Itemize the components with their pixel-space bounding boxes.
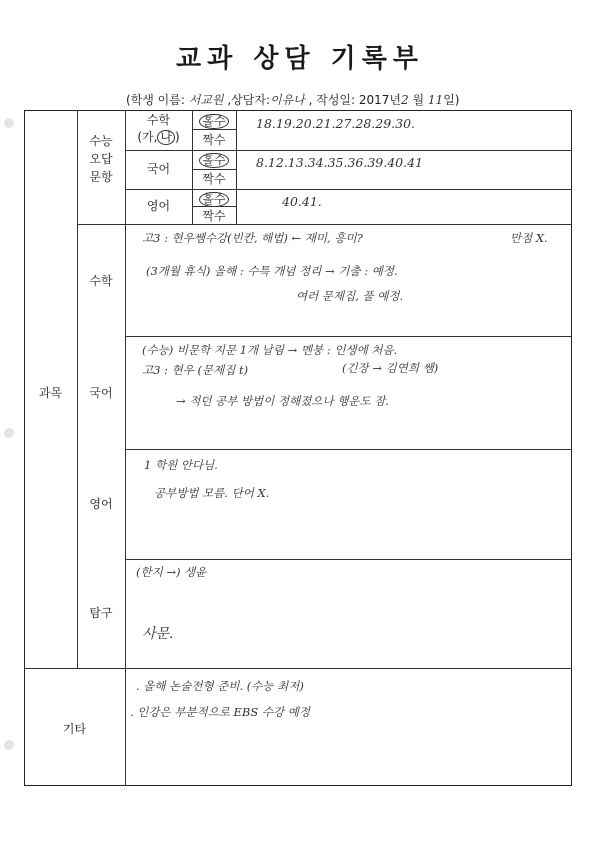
date-year: 2017년	[358, 93, 402, 107]
exam-label-line: 문항	[89, 170, 113, 184]
binder-edge	[0, 0, 18, 848]
exam-math-type	[125, 129, 192, 146]
math-note-line3: 여러 문제집, 풀 예정.	[296, 289, 404, 303]
odd-circled: 홀수	[199, 114, 228, 129]
date-month: 2	[401, 93, 409, 107]
exam-math-name: 수학	[146, 113, 171, 127]
table-border-top	[24, 110, 572, 111]
month-label: 월	[412, 93, 425, 107]
date-day: 11	[427, 93, 444, 107]
subjects-section-bottom	[24, 668, 572, 669]
exam-section-bottom	[77, 224, 572, 225]
korean-note-line4: → 적던 공부 방법이 정해졌으나 행운도 잠.	[176, 394, 389, 408]
table-border-left	[24, 110, 25, 786]
korean-label: 국어	[89, 386, 113, 400]
date-label: , 작성일:	[308, 93, 356, 107]
record-table	[24, 110, 572, 786]
odd-circled: 홀수	[199, 192, 228, 207]
inquiry-note-line1: (한지 →) 생윤	[136, 565, 207, 579]
inquiry-note-line2: 사문.	[142, 626, 174, 642]
math-note-line2: (3개월 휴식) 올해 : 수특 개념 정리 → 기출 : 예정.	[146, 264, 398, 278]
english-odd-label	[192, 190, 236, 208]
math-type-close: )	[175, 129, 180, 144]
inquiry-label: 탐구	[89, 606, 113, 620]
korean-note-line1: (수능) 비문학 지문 1개 날림 → 멘붕 : 인생에 처음.	[142, 343, 398, 357]
page-title: 교과 상담 기록부	[176, 44, 424, 74]
student-label: 학생 이름:	[130, 93, 185, 107]
korean-odd-label	[192, 151, 236, 169]
korean-even-label: 짝수	[202, 172, 226, 186]
korean-section-bottom	[125, 449, 571, 450]
binder-hole	[4, 740, 14, 750]
binder-hole	[4, 118, 14, 128]
math-type-open: (가,	[137, 129, 158, 144]
math-note-score: 만점 X.	[510, 231, 548, 245]
binder-hole	[4, 428, 14, 438]
math-wrong-numbers: 18.19.20.21.27.28.29.30.	[256, 116, 416, 131]
english-wrong-numbers: 40.41.	[282, 194, 322, 209]
exam-korean-label: 국어	[146, 162, 171, 176]
math-type-selected: 나	[157, 130, 175, 145]
subjects-section-label: 과목	[38, 386, 63, 400]
english-section-bottom	[125, 559, 571, 560]
etc-note-line1: . 올해 논술전형 준비. (수능 최저)	[136, 679, 304, 693]
math-section-bottom	[125, 336, 571, 337]
math-odd-label	[192, 112, 236, 130]
exam-group-label	[77, 132, 125, 186]
english-note-line1: 1 학원 안다님.	[144, 458, 218, 472]
table-border-right	[571, 110, 572, 786]
exam-math-label	[125, 112, 192, 146]
odd-circled: 홀수	[199, 153, 228, 168]
english-label: 영어	[89, 497, 113, 511]
counselor-label: ,상담자:	[227, 93, 270, 107]
day-label: 일	[443, 93, 455, 107]
korean-wrong-numbers: 8.12.13.34.35.36.39.40.41	[256, 155, 423, 170]
info-close-paren: )	[454, 93, 460, 107]
info-open-paren: (	[126, 93, 131, 107]
exam-english-label: 영어	[146, 199, 171, 213]
record-info-line	[126, 91, 459, 108]
parity-column-divider	[236, 110, 237, 224]
math-note-line1: 고3 : 현우쌤수강(빈칸, 해법) ← 재미, 흥미?	[142, 231, 363, 245]
math-even-label: 짝수	[202, 133, 226, 147]
student-name: 서교원	[188, 93, 224, 107]
english-note-line2: 공부방법 모름. 단어 X.	[154, 486, 270, 500]
math-label: 수학	[89, 274, 113, 288]
korean-note-line2: (긴장 → 김연희 쌤)	[342, 361, 439, 375]
etc-label: 기타	[62, 722, 87, 736]
counselor-name: 이유나	[270, 93, 305, 107]
table-border-bottom	[24, 785, 572, 786]
exam-label-line: 오답	[89, 152, 113, 166]
english-even-label: 짝수	[202, 209, 226, 223]
korean-note-line3: 고3 : 현우 (문제집 t)	[142, 363, 249, 377]
exam-label-line: 수능	[89, 134, 113, 148]
etc-note-line2: . 인강은 부분적으로 EBS 수강 예정	[130, 705, 310, 719]
